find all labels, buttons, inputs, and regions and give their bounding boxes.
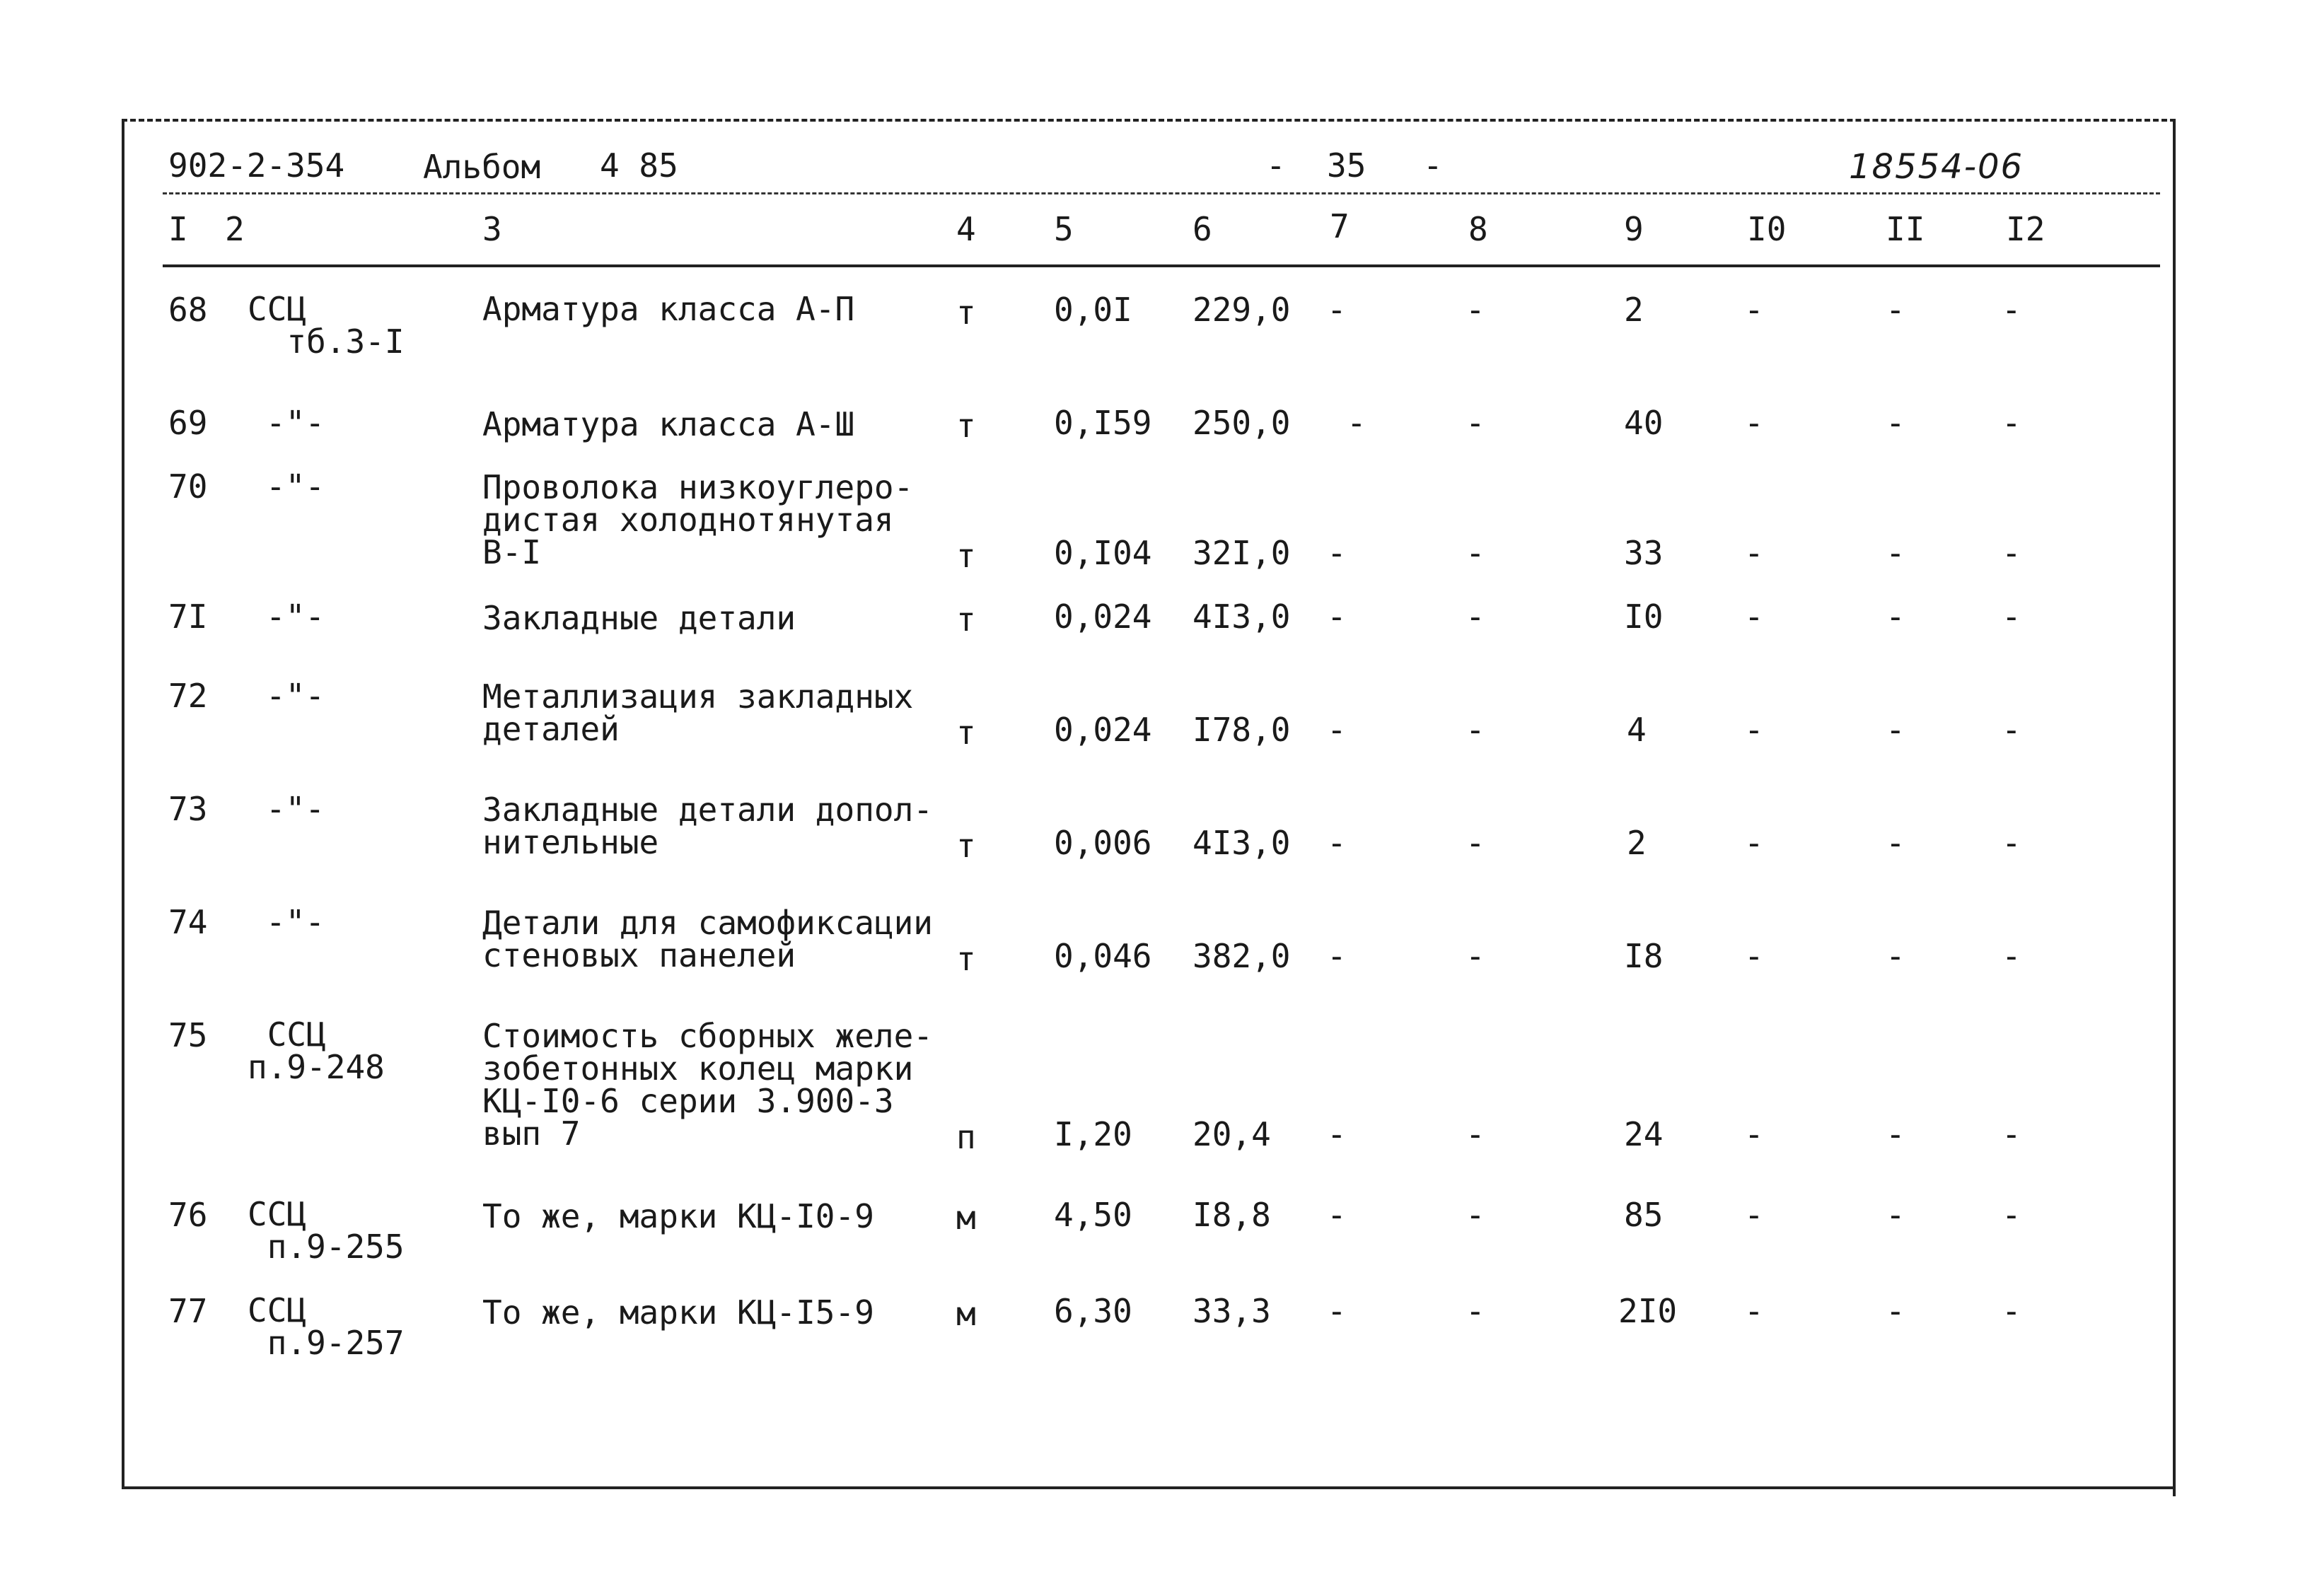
- album-number: 4 85: [600, 146, 678, 185]
- row-price: 33,3: [1192, 1292, 1271, 1330]
- column-number: 4: [956, 210, 976, 248]
- column-number: 9: [1624, 210, 1644, 248]
- row-col7: -: [1327, 1115, 1347, 1153]
- row-price: I8,8: [1192, 1196, 1271, 1234]
- row-col9: 4: [1627, 711, 1647, 749]
- page-dash-right: -: [1423, 146, 1443, 185]
- row-unit: т: [956, 940, 976, 978]
- row-reference: -"-: [266, 404, 325, 442]
- row-number: 72: [168, 677, 208, 715]
- row-name: Арматура класса А-Ш: [482, 405, 855, 443]
- row-col9: 33: [1624, 534, 1664, 572]
- row-col11: -: [1886, 711, 1905, 749]
- column-number: I: [168, 210, 188, 248]
- row-col11: -: [1886, 534, 1905, 572]
- row-number: 7I: [168, 598, 208, 636]
- column-number: 8: [1468, 210, 1488, 248]
- row-col8: -: [1466, 824, 1485, 862]
- row-name: Проволока низкоуглеро- дистая холоднотянутая В-I: [482, 468, 914, 571]
- row-col9: I8: [1624, 937, 1664, 975]
- frame-left-border: [122, 119, 124, 1489]
- row-price: 250,0: [1192, 404, 1291, 442]
- row-name: Детали для самофиксации стеновых панелей: [482, 904, 933, 974]
- page-dash-left: -: [1266, 146, 1286, 185]
- row-reference: -"-: [266, 467, 325, 506]
- row-col8: -: [1466, 711, 1485, 749]
- row-unit: м: [956, 1295, 976, 1333]
- row-col8: -: [1466, 598, 1485, 636]
- row-quantity: 0,I04: [1054, 534, 1152, 572]
- row-col7: -: [1327, 598, 1347, 636]
- row-col8: -: [1466, 1196, 1485, 1234]
- row-reference: ССЦ п.9-255: [248, 1195, 405, 1266]
- row-col11: -: [1886, 937, 1905, 975]
- column-number: 5: [1054, 210, 1074, 248]
- row-col9: 2: [1624, 291, 1644, 329]
- document-stamp: 18554-06: [1849, 147, 2024, 187]
- row-col12: -: [2002, 937, 2021, 975]
- row-col12: -: [2002, 1292, 2021, 1330]
- row-quantity: 0,024: [1054, 598, 1152, 636]
- row-col8: -: [1466, 534, 1485, 572]
- row-reference: -"-: [266, 677, 325, 715]
- row-col9: 24: [1624, 1115, 1664, 1153]
- row-col12: -: [2002, 404, 2021, 442]
- row-col12: -: [2002, 1196, 2021, 1234]
- row-col7: -: [1347, 404, 1366, 442]
- row-col10: -: [1744, 1115, 1764, 1153]
- row-unit: п: [956, 1118, 976, 1156]
- row-col11: -: [1886, 1292, 1905, 1330]
- row-quantity: 0,024: [1054, 711, 1152, 749]
- row-col10: -: [1744, 937, 1764, 975]
- row-reference: -"-: [266, 903, 325, 941]
- row-col11: -: [1886, 404, 1905, 442]
- column-number: 7: [1330, 207, 1350, 245]
- row-quantity: 0,046: [1054, 937, 1152, 975]
- row-quantity: I,20: [1054, 1115, 1132, 1153]
- row-col10: -: [1744, 291, 1764, 329]
- column-number: I2: [2006, 210, 2045, 248]
- frame-right-border: [2173, 119, 2176, 1496]
- row-col10: -: [1744, 534, 1764, 572]
- row-col9: 40: [1624, 404, 1664, 442]
- row-name: Закладные детали: [482, 599, 796, 637]
- row-name: Стоимость сборных желе- зобетонных колец марки КЦ-I0-6 серии 3.900-3 вып 7: [482, 1017, 933, 1153]
- row-col11: -: [1886, 291, 1905, 329]
- row-price: 382,0: [1192, 937, 1291, 975]
- row-name: Арматура класса А-П: [482, 290, 855, 328]
- row-number: 74: [168, 903, 208, 941]
- row-quantity: 0,0I: [1054, 291, 1132, 329]
- row-price: 4I3,0: [1192, 598, 1291, 636]
- row-unit: т: [956, 407, 976, 445]
- row-col12: -: [2002, 534, 2021, 572]
- row-unit: т: [956, 827, 976, 865]
- row-number: 68: [168, 291, 208, 329]
- project-code: 902-2-354: [168, 146, 345, 185]
- row-col8: -: [1466, 404, 1485, 442]
- row-col11: -: [1886, 1115, 1905, 1153]
- column-number: I0: [1747, 210, 1787, 248]
- header-rule: [163, 192, 2160, 194]
- row-col8: -: [1466, 291, 1485, 329]
- row-col9: 85: [1624, 1196, 1664, 1234]
- row-quantity: 0,I59: [1054, 404, 1152, 442]
- row-number: 70: [168, 467, 208, 506]
- row-number: 75: [168, 1016, 208, 1054]
- row-col9: 2I0: [1618, 1292, 1678, 1330]
- row-reference: ССЦ п.9-257: [248, 1291, 405, 1362]
- frame-top-border: [122, 119, 2176, 122]
- row-col7: -: [1327, 937, 1347, 975]
- row-reference: -"-: [266, 790, 325, 828]
- row-unit: м: [956, 1199, 976, 1237]
- column-number: 6: [1192, 210, 1212, 248]
- row-col12: -: [2002, 1115, 2021, 1153]
- row-price: 229,0: [1192, 291, 1291, 329]
- row-number: 77: [168, 1292, 208, 1330]
- row-number: 73: [168, 790, 208, 828]
- row-number: 76: [168, 1196, 208, 1234]
- frame-bottom-border: [122, 1486, 2176, 1489]
- row-price: 32I,0: [1192, 534, 1291, 572]
- column-numbers-rule: [163, 264, 2160, 267]
- row-col7: -: [1327, 1196, 1347, 1234]
- row-col9: 2: [1627, 824, 1647, 862]
- row-col12: -: [2002, 711, 2021, 749]
- row-col7: -: [1327, 711, 1347, 749]
- row-col11: -: [1886, 598, 1905, 636]
- column-number: II: [1886, 210, 1925, 248]
- row-reference: ССЦ тб.3-I: [248, 290, 405, 361]
- row-col11: -: [1886, 824, 1905, 862]
- row-name: То же, марки КЦ-I0-9: [482, 1197, 874, 1235]
- column-number: 2: [225, 210, 245, 248]
- row-col10: -: [1744, 598, 1764, 636]
- row-col10: -: [1744, 404, 1764, 442]
- row-col11: -: [1886, 1196, 1905, 1234]
- row-col9: I0: [1624, 598, 1664, 636]
- row-col10: -: [1744, 824, 1764, 862]
- row-quantity: 4,50: [1054, 1196, 1132, 1234]
- row-number: 69: [168, 404, 208, 442]
- row-name: То же, марки КЦ-I5-9: [482, 1293, 874, 1332]
- row-col10: -: [1744, 1196, 1764, 1234]
- row-quantity: 6,30: [1054, 1292, 1132, 1330]
- row-price: 4I3,0: [1192, 824, 1291, 862]
- row-name: Металлизация закладных деталей: [482, 677, 914, 748]
- row-price: 20,4: [1192, 1115, 1271, 1153]
- album-label: Альбом: [423, 148, 541, 186]
- row-reference: ССЦ п.9-248: [248, 1015, 385, 1086]
- row-col10: -: [1744, 711, 1764, 749]
- row-unit: т: [956, 713, 976, 752]
- row-col10: -: [1744, 1292, 1764, 1330]
- row-col8: -: [1466, 1115, 1485, 1153]
- row-col7: -: [1327, 824, 1347, 862]
- row-col7: -: [1327, 1292, 1347, 1330]
- row-col12: -: [2002, 824, 2021, 862]
- column-number: 3: [482, 210, 502, 248]
- page-number: 35: [1327, 146, 1366, 185]
- row-price: I78,0: [1192, 711, 1291, 749]
- row-reference: -"-: [266, 598, 325, 636]
- row-col8: -: [1466, 1292, 1485, 1330]
- row-col12: -: [2002, 598, 2021, 636]
- row-unit: т: [956, 537, 976, 575]
- row-unit: т: [956, 600, 976, 639]
- row-name: Закладные детали допол- нительные: [482, 791, 933, 861]
- row-col8: -: [1466, 937, 1485, 975]
- row-col12: -: [2002, 291, 2021, 329]
- row-col7: -: [1327, 534, 1347, 572]
- row-quantity: 0,006: [1054, 824, 1152, 862]
- row-unit: т: [956, 293, 976, 332]
- row-col7: -: [1327, 291, 1347, 329]
